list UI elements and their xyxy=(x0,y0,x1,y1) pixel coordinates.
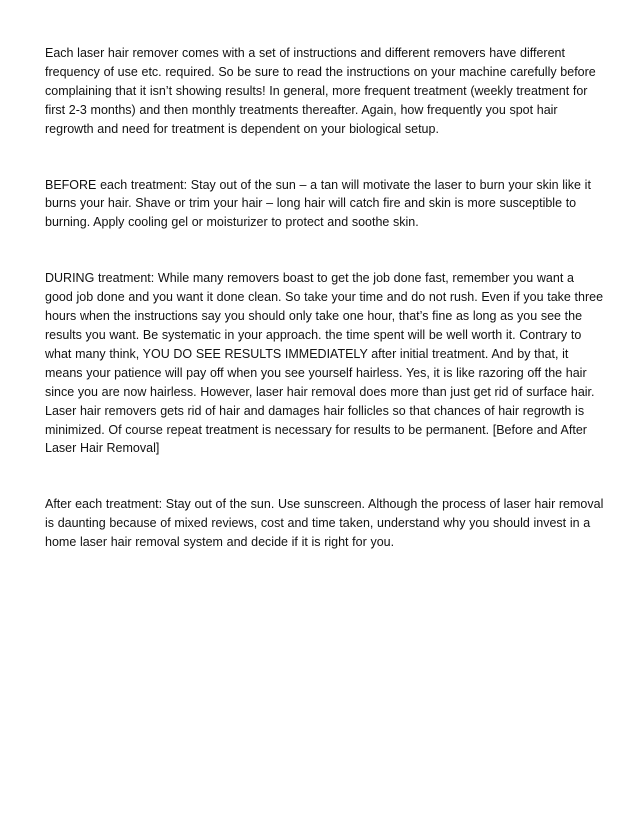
paragraph-before-treatment: BEFORE each treatment: Stay out of the sun – a tan will motivate the laser to burn your skin like it burns your hair. Shave or trim your hair – long hair will catch fire and skin is more susceptible to burning. Apply cooling gel or moisturizer to protect and soothe skin. xyxy=(45,177,591,230)
paragraph-after-treatment: After each treatment: Stay out of the sun. Use sunscreen. Although the process of laser hair removal is daunting because of mixed reviews, cost and time taken, understand why you should invest in a home laser hair removal system and decide if it is right for you. xyxy=(45,497,604,550)
document-body xyxy=(45,44,605,589)
paragraph-instructions: Each laser hair remover comes with a set of instructions and different removers have different frequency of use etc. required. So be sure to read the instructions on your machine carefully before complaining that it isn’t showing results! In general, more frequent treatment (weekly treatment for first 2-3 months) and then monthly treatments thereafter. Again, how frequently you spot hair regrowth and need for treatment is dependent on your biological setup. xyxy=(45,46,596,136)
paragraph-during-treatment: DURING treatment: While many removers boast to get the job done fast, remember you want a good job done and you want it done clean. So take your time and do not rush. Even if you take three hours when the instructions say you should only take one hour, that’s fine as long as you see the results you want. Be systematic in your approach. the time spent will be well worth it. Contrary to what many think, YOU DO SEE RESULTS IMMEDIATELY after initial treatment. And by that, it means your patience will pay off when you see yourself hairless. Yes, it is like razoring off the hair since you are now hairless. However, laser hair removal does more than just get rid of surface hair. Laser hair removers gets rid of hair and damages hair follicles so that chances of hair regrowth is minimized. Of course repeat treatment is necessary for results to be permanent. [Before and After Laser Hair Removal] xyxy=(45,271,604,456)
